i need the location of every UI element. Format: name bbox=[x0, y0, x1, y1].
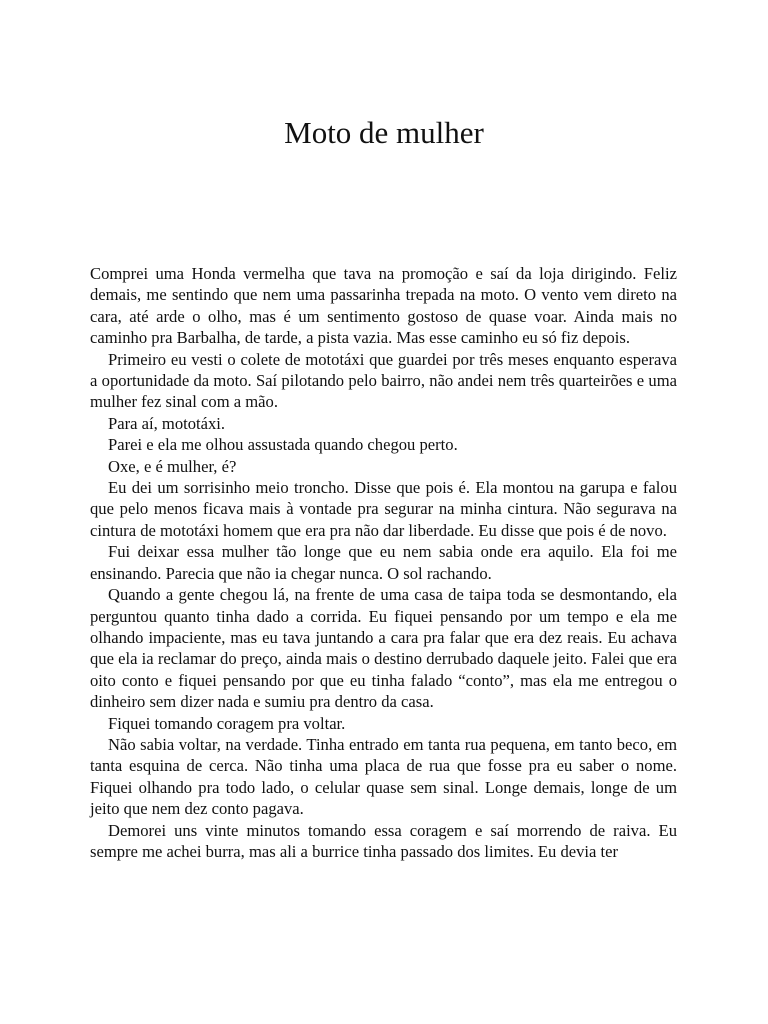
paragraph: Demorei uns vinte minutos tomando essa coragem e saí morrendo de raiva. Eu sempre me achei burra, mas ali a burrice tinha passado dos limites. Eu devia ter bbox=[90, 820, 677, 861]
paragraph: Para aí, mototáxi. bbox=[108, 413, 226, 433]
paragraph: Quando a gente chegou lá, na frente de uma casa de taipa toda se desmontando, ela perguntou quanto tinha dado a corrida. Eu fiquei pensando por um tempo e ela me olhando impaciente, mas eu tava juntando a cara pra falar que era dez reais. Eu achava que ela ia reclamar do preço, ainda mais o destino derrubado daquele jeito. Falei que era oito conto e fiquei pensando por que eu tinha falado “conto”, mas ela me entregou o dinheiro sem dizer nada e sumiu pra dentro da casa. bbox=[90, 585, 677, 712]
paragraph: Eu dei um sorrisinho meio troncho. Disse que pois é. Ela montou na garupa e falou que pelo menos ficava mais à vontade pra segurar na minha cintura. Não segurava na cintura de mototáxi homem que era pra não dar liberdade. Eu disse que pois é de novo. bbox=[90, 478, 677, 540]
paragraph: Não sabia voltar, na verdade. Tinha entrado em tanta rua pequena, em tanto beco, em tanta esquina de cerca. Não tinha uma placa de rua que fosse pra eu saber o nome. Fiquei olhando pra todo lado, o celular quase sem sinal. Longe demais, longe de um jeito que nem dez conto pagava. bbox=[90, 734, 677, 819]
paragraph: Comprei uma Honda vermelha que tava na promoção e saí da loja dirigindo. Feliz demais, me sentindo que nem uma passarinha trepada na moto. O vento vem direto na cara, até arde o olho, mas é um sentimento gostoso de quase voar. Ainda mais no caminho pra Barbalha, de tarde, a pista vazia. Mas esse caminho eu só fiz depois. bbox=[90, 264, 677, 348]
paragraph: Primeiro eu vesti o colete de mototáxi que guardei por três meses enquanto esperava a oportunidade da moto. Saí pilotando pelo bairro, não andei nem três quarteirões e uma mulher fez sinal com a mão. bbox=[90, 349, 677, 412]
document-body bbox=[90, 263, 677, 862]
document-title: Moto de mulher bbox=[284, 115, 484, 150]
paragraph: Fiquei tomando coragem pra voltar. bbox=[108, 713, 346, 733]
paragraph: Fui deixar essa mulher tão longe que eu nem sabia onde era aquilo. Ela foi me ensinando. Parecia que não ia chegar nunca. O sol rachando. bbox=[90, 542, 677, 583]
paragraph: Parei e ela me olhou assustada quando chegou perto. bbox=[108, 435, 458, 455]
paragraph: Oxe, e é mulher, é? bbox=[108, 456, 237, 476]
